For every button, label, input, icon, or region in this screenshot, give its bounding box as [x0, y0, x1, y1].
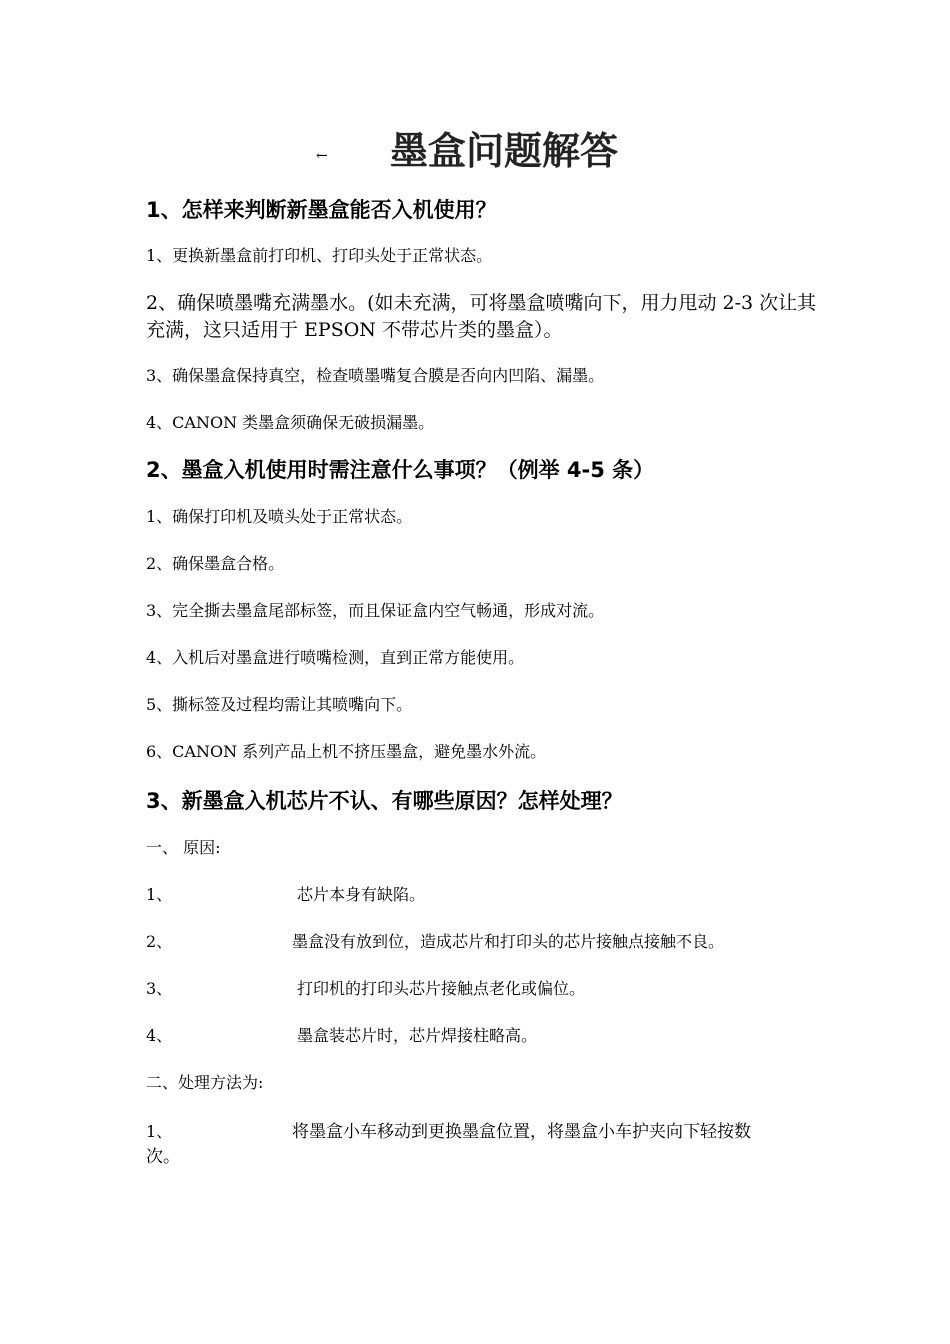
q2-item-2: 2、确保墨盒合格。 — [146, 554, 285, 573]
q1-item-2-continued: 充满，这只适用于 EPSON 不带芯片类的墨盒）。 — [146, 319, 563, 341]
reason-label: 一、 原因: — [146, 838, 221, 857]
q1-item-2: 2、确保喷墨嘴充满墨水。(如未充满，可将墨盒喷嘴向下，用力甩动 2-3 次让其 — [146, 292, 817, 314]
q1-item-4: 4、CANON 类墨盒须确保无破损漏墨。 — [146, 413, 435, 432]
q1-item-3: 3、确保墨盒保持真空，检查喷墨嘴复合膜是否向内凹陷、漏墨。 — [146, 366, 605, 385]
q2-item-1: 1、确保打印机及喷头处于正常状态。 — [146, 507, 413, 526]
page-title: 墨盒问题解答 — [390, 129, 619, 173]
reason-1-text: 芯片本身有缺陷。 — [297, 885, 426, 904]
reason-2-text: 墨盒没有放到位，造成芯片和打印头的芯片接触点接触不良。 — [292, 932, 725, 951]
method-1-number: 1、 — [146, 1122, 173, 1141]
return-arrow-icon: ← — [316, 148, 328, 164]
reason-4-number: 4、 — [146, 1026, 173, 1045]
q2-item-6: 6、CANON 系列产品上机不挤压墨盒，避免墨水外流。 — [146, 742, 547, 761]
method-1-text: 将墨盒小车移动到更换墨盒位置，将墨盒小车护夹向下轻按数 — [292, 1122, 751, 1142]
question-1-heading: 1、怎样来判断新墨盒能否入机使用？ — [146, 198, 497, 222]
q2-item-4: 4、入机后对墨盒进行喷嘴检测，直到正常方能使用。 — [146, 648, 525, 667]
q1-item-1: 1、更换新墨盒前打印机、打印头处于正常状态。 — [146, 246, 493, 265]
reason-4-text: 墨盒装芯片时，芯片焊接柱略高。 — [297, 1026, 538, 1045]
method-1-continued: 次。 — [146, 1147, 180, 1167]
q2-item-5: 5、撕标签及过程均需让其喷嘴向下。 — [146, 695, 413, 714]
reason-3-text: 打印机的打印头芯片接触点老化或偏位。 — [297, 979, 586, 998]
question-2-heading: 2、墨盒入机使用时需注意什么事项？（例举 4-5 条） — [146, 458, 655, 482]
method-label: 二、处理方法为: — [146, 1073, 264, 1092]
reason-1-number: 1、 — [146, 885, 173, 904]
question-3-heading: 3、新墨盒入机芯片不认、有哪些原因？怎样处理？ — [146, 789, 623, 813]
reason-3-number: 3、 — [146, 979, 173, 998]
reason-2-number: 2、 — [146, 932, 173, 951]
q2-item-3: 3、完全撕去墨盒尾部标签，而且保证盒内空气畅通，形成对流。 — [146, 601, 605, 620]
